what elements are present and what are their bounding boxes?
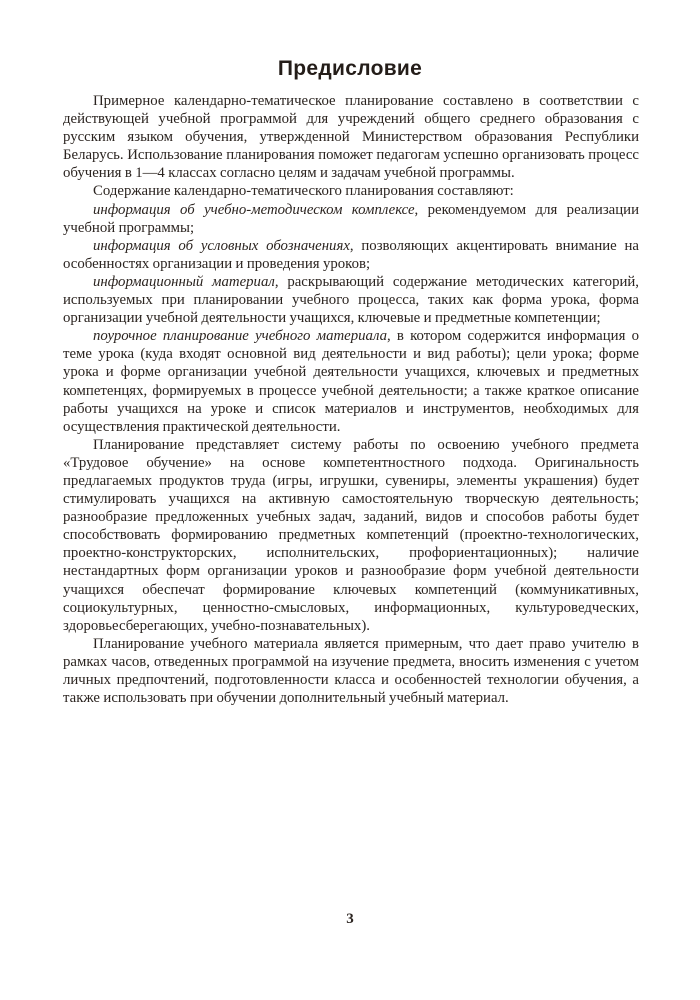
paragraph-segment: , в котором содержится информация о теме урока (куда входят основной вид деятельности и вид работы); цели урока; форме урока и форме организации учебной деятельности учащихся, ключевых и предметных компетенцях, формируемых в процессе учебной деятельности; а также краткое описание работы учащихся на уроке и список материалов и инструментов, необходимых для осуществления практической деятельности.	[63, 328, 640, 435]
paragraph	[63, 201, 639, 237]
paragraph	[63, 436, 639, 635]
paragraph	[63, 182, 639, 200]
paragraph	[63, 273, 639, 327]
paragraph-segment: , раскрывающий содержание методических категорий, используемых при планировании учебного процесса, таких как форма урока, форма организации учебной деятельности учащихся, ключевые и предметные компетенции;	[63, 273, 639, 327]
paragraph-segment: Планирование представляет систему работы по освоению учебного предмета «Трудовое обучение» на основе компетентностного подхода. Оригинальность предлагаемых продуктов труда (игры, игрушки, сувениры, элементы украшения) будет стимулировать учащихся на активную самостоятельную творческую деятельность; разнообразие предложенных учебных задач, заданий, видов и способов работы будет способствовать формированию предметных компетенций (проектно-технологических, проектно-конструкторских, исполнительских, профориентационных); наличие нестандартных форм организации уроков и разнообразие форм учебной деятельности учащихся обеспечат формирование ключевых компетенций (коммуникативных, социокультурных, ценностно-смысловых, информационных, культуроведческих, здоровьесберегающих, учебно-познавательных).	[63, 436, 639, 634]
paragraph-segment: поурочное планирование учебного материала	[93, 328, 387, 345]
paragraph-segment: , позволяющих акцентировать внимание на особенностях организации и проведения уроков;	[63, 237, 639, 272]
paragraph-segment: Планирование учебного материала является примерным, что дает право учителю в рамках часов, отведенных программой на изучение предмета, вносить изменения с учетом личных предпочтений, подготовленности класса и особенностей технологии обучения, а также использовать при обучении дополнительный учебный материал.	[63, 635, 639, 707]
paragraph-segment: Содержание календарно-тематического планирования составляют:	[93, 183, 514, 200]
body-text	[63, 92, 639, 707]
page-title: Предисловие	[277, 57, 423, 80]
paragraph	[63, 327, 639, 436]
paragraph-segment: Примерное календарно-тематическое планирование составлено в соответствии с действующей учебной программой для учреждений общего среднего образования с русским языком обучения, утвержденной Министерством образования Республики Беларусь. Использование планирования поможет педагогам успешно организовать процесс обучения в 1—4 классах согласно целям и задачам учебной программы.	[63, 93, 639, 182]
paragraph	[63, 237, 639, 273]
page-number: 3	[346, 911, 354, 927]
paragraph	[63, 635, 639, 707]
paragraph-segment: информация об условных обозначениях	[93, 237, 350, 254]
paragraph-segment: информация об учебно-методическом комплексе	[93, 201, 415, 218]
paragraph-segment: информационный материал	[93, 273, 275, 290]
paragraph-segment: , рекомендуемом для реализации учебной программы;	[63, 201, 639, 236]
paragraph	[63, 92, 639, 182]
